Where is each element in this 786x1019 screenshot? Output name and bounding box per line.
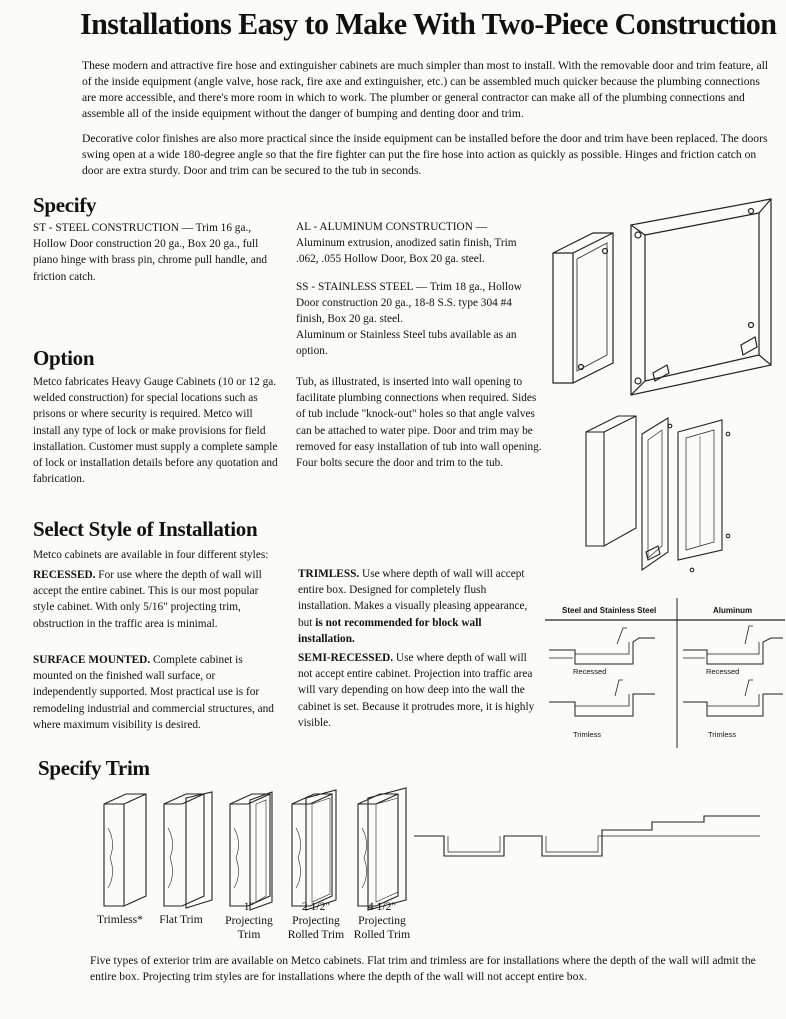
detail-label-recessed-aluminum: Recessed bbox=[706, 667, 740, 676]
specify-heading: Specify bbox=[33, 193, 97, 217]
trim-profile-illustration bbox=[414, 812, 764, 860]
detail-col-steel: Steel and Stainless Steel bbox=[562, 606, 657, 615]
style-surface-text: Complete cabinet is mounted on the finished wall surface, or independently supported. Most practical use is for remodeling industrial and commercial structures, and where maximum visibility is desired. bbox=[33, 654, 274, 731]
specify-trim-heading: Specify Trim bbox=[38, 756, 150, 780]
trim-caption-line: Trimless* bbox=[97, 913, 143, 926]
spec-steel: ST - STEEL CONSTRUCTION — Trim 16 ga., Hollow Door construction 20 ga., Box 20 ga., full piano hinge with brass pin, chrome pull handle, and friction catch. bbox=[33, 222, 268, 283]
exploded-cabinet-illustration bbox=[582, 410, 757, 580]
spec-aluminum: AL - ALUMINUM CONSTRUCTION — Aluminum extrusion, anodized satin finish, Trim .062, .055 Hollow Door, Box 20 ga. steel. bbox=[296, 221, 517, 266]
trim-caption-line: 4 1/2" bbox=[367, 900, 397, 913]
style-trimless-text: Use where depth of wall will accept entire box. Designed for completely flush installation. Makes a visually pleasing appearance, but bbox=[298, 568, 528, 629]
spec-stainless: SS - STAINLESS STEEL — Trim 18 ga., Hollow Door construction 20 ga., 18-8 S.S. type 304 #4 finish, Box 20 ga. steel. bbox=[296, 281, 522, 326]
tub-and-trim-illustration bbox=[545, 195, 780, 405]
trim-caption-projecting-1 bbox=[216, 900, 282, 942]
style-semi-label: SEMI-RECESSED. bbox=[298, 652, 394, 664]
select-style-intro: Metco cabinets are available in four different styles: bbox=[33, 549, 269, 561]
style-recessed-text: For use where the depth of wall will accept the entire cabinet. This is our most popular style cabinet. With only 5/16" projecting trim, obstruction in the traffic area is minimal. bbox=[33, 569, 262, 630]
trim-caption-flat bbox=[150, 913, 212, 927]
option-heading: Option bbox=[33, 346, 95, 370]
style-trimless-warning: is not recommended for block wall installation. bbox=[298, 616, 482, 645]
trim-caption-line: Flat Trim bbox=[159, 913, 203, 926]
style-surface-mounted bbox=[33, 652, 279, 733]
trim-caption-line: Rolled Trim bbox=[287, 928, 345, 941]
style-semi-text: Use where depth of wall will not accept entire cabinet. Projection into traffic area will vary depending on how deep into the wall the cabinet is set. Because it protrudes more, it is highly visible. bbox=[298, 652, 535, 729]
style-trimless bbox=[298, 566, 538, 647]
trim-styles-illustration bbox=[100, 788, 420, 912]
tub-description: Tub, as illustrated, is inserted into wall opening to facilitate plumbing connections when required. Sides of tub include "knock-out" holes so that angle valves can be attached to water pipe. Door and trim may be removed for easy installation of tub into wall opening. Four bolts secure the door and trim to the tub. bbox=[296, 376, 542, 470]
style-recessed bbox=[33, 567, 279, 632]
detail-label-trimless-aluminum: Trimless bbox=[708, 730, 737, 739]
trim-footer-text: Five types of exterior trim are available on Metco cabinets. Flat trim and trimless are for installations where the depth of the wall will admit the entire box. Projecting trim styles are for installations where the depth of the wall will not accept entire box. bbox=[90, 954, 756, 983]
style-semi-recessed bbox=[298, 650, 538, 731]
trim-caption-line: Projecting bbox=[358, 914, 406, 927]
option-text: Metco fabricates Heavy Gauge Cabinets (10 or 12 ga. welded construction) for special locations such as prisons or where security is required. Metco will install any type of lock or make provisions for field installation. Customer must supply a complete sample of lock or installation details before any quotation and fabrication. bbox=[33, 376, 278, 486]
trim-caption-line: Projecting bbox=[225, 914, 273, 927]
trim-caption-projecting-2-5 bbox=[282, 900, 350, 942]
trim-caption-line: 1" bbox=[243, 900, 255, 913]
style-trimless-label: TRIMLESS. bbox=[298, 568, 360, 580]
intro-paragraph-2: Decorative color finishes are also more practical since the inside equipment can be installed before the door and trim have been replaced. The doors swing open at a wide 180-degree angle so that the fire fighter can put the fire hose into action as quickly as possible. Hinges and friction catch on door are extra sturdy. Door and trim can be secured to the tub in seconds. bbox=[82, 132, 768, 177]
detail-col-aluminum: Aluminum bbox=[713, 606, 753, 615]
trim-caption-trimless bbox=[90, 913, 150, 927]
trim-caption-line: 2 1/2" bbox=[301, 900, 331, 913]
select-style-heading: Select Style of Installation bbox=[33, 517, 258, 541]
trim-caption-line: Trim bbox=[237, 928, 261, 941]
detail-label-recessed-steel: Recessed bbox=[573, 667, 607, 676]
trim-caption-line: Rolled Trim bbox=[353, 928, 411, 941]
intro-paragraph-1: These modern and attractive fire hose and extinguisher cabinets are much simpler than most to install. With the removable door and trim feature, all of the inside equipment (angle valve, hose rack, fire axe and extinguisher, etc.) can be assembled much quicker because the plumbing connections are more accessible, and there's more room in which to work. The plumber or general contractor can make all of the plumbing connections and assemble all of the inside equipment without the danger of bumping and denting door and trim. bbox=[82, 59, 769, 120]
detail-label-trimless-steel: Trimless bbox=[573, 730, 602, 739]
style-surface-label: SURFACE MOUNTED. bbox=[33, 654, 151, 666]
page-title: Installations Easy to Make With Two-Piece Construction bbox=[80, 6, 777, 41]
style-recessed-label: RECESSED. bbox=[33, 569, 96, 581]
trim-caption-projecting-4-5 bbox=[348, 900, 416, 942]
spec-tubs: Aluminum or Stainless Steel tubs available as an option. bbox=[296, 329, 517, 358]
trim-caption-line: Projecting bbox=[292, 914, 340, 927]
